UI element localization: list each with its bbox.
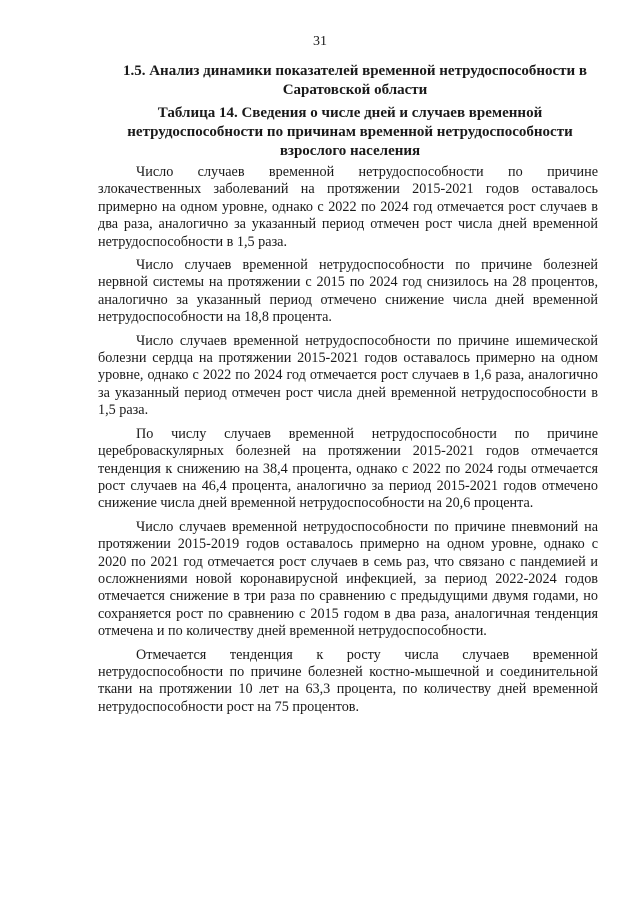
paragraph-musculoskeletal: Отмечается тенденция к росту числа случаев временной нетрудоспособности по причине болезней костно-мышечной и соединительной ткани на протяжении 10 лет на 63,3 процента, по количеству дней временной нетрудоспособности рост на 75 процентов. <box>98 646 598 715</box>
paragraph-nervous-system: Число случаев временной нетрудоспособности по причине болезней нервной системы на протяжении с 2015 по 2024 год снизилось на 28 процентов, аналогично за указанный период отмечено снижение числа дней временной нетрудоспособности на 18,8 процента. <box>98 257 598 326</box>
page-number: 31 <box>313 34 327 49</box>
paragraph-pneumonia: Число случаев временной нетрудоспособности по причине пневмоний на протяжении 2015-2019 годов оставалось примерно на одном уровне, однако с 2020 по 2021 год отмечается рост случаев в семь раз, что связано с пандемией и осложнениями новой коронавирусной инфекцией, за период 2022-2024 годов отмечается снижение в три раза по сравнению с предыдущими двумя годами, но сохраняется рост по сравнению с 2015 годом в два раза, аналогичная тенденция отмечена и по количеству дней временной нетрудоспособности. <box>98 518 598 640</box>
table-title: Таблица 14. Сведения о числе дней и случаев временной нетрудоспособности по причинам временной нетрудоспособности взрослого населения <box>127 105 573 159</box>
paragraph-ischemic-heart: Число случаев временной нетрудоспособности по причине ишемической болезни сердца на протяжении 2015-2021 годов оставалось примерно на одном уровне, однако с 2022 по 2024 год отмечается рост случаев в 1,6 раза, аналогично за указанный период отмечен рост числа дней временной нетрудоспособности в 1,5 раза. <box>98 332 598 419</box>
section-title: 1.5. Анализ динамики показателей временной нетрудоспособности в Саратовской области <box>122 63 588 98</box>
paragraph-malignant: Число случаев временной нетрудоспособности по причине злокачественных заболеваний на протяжении 2015-2021 годов оставалось примерно на одном уровне, однако с 2022 по 2024 год отмечается рост случаев в два раза, аналогично за указанный период отмечен рост числа дней временной нетрудоспособности в 1,5 раза. <box>98 164 598 250</box>
paragraph-cerebrovascular: По числу случаев временной нетрудоспособности по причине цереброваскулярных болезней на протяжении 2015-2021 годов отмечается тенденция к снижению на 38,4 процента, однако с 2022 по 2024 годы отмечается рост случаев на 46,4 процента, аналогично за период 2015-2021 годов отмечено снижение числа дней временной нетрудоспособности на 20,6 процента. <box>98 425 598 512</box>
body-text <box>98 164 598 722</box>
